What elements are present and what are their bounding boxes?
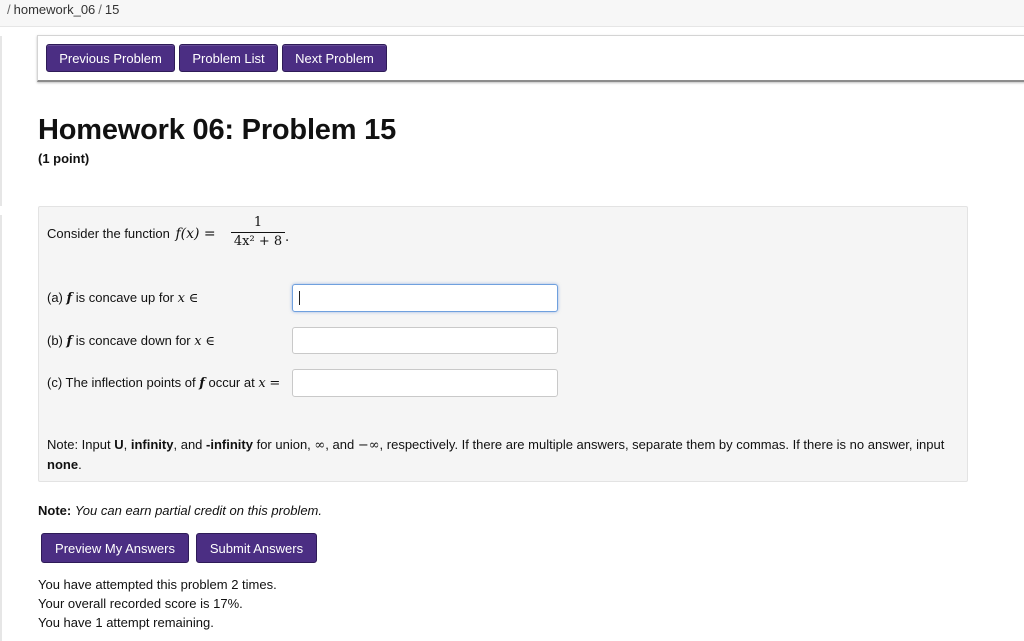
note-end: . [78,457,82,472]
note-and: , and [173,437,203,452]
breadcrumb-separator: / [98,2,102,17]
partial-note-label: Note: [38,503,72,518]
problem-panel [38,206,968,482]
problem-statement [47,226,216,242]
part-c-label [47,375,280,391]
left-divider [0,36,2,206]
breadcrumb-problem: 15 [104,2,120,17]
text-caret [299,291,300,305]
part-c-symbol: = [269,376,281,391]
note-neg-infinity-word: -infinity [206,437,253,452]
left-divider [0,215,2,641]
answer-c-input[interactable] [292,369,558,397]
recorded-score-text: Your overall recorded score is 17%. [38,596,243,611]
fraction-numerator: 1 [253,215,263,230]
part-c-var: x [258,376,266,391]
infinity-symbol: ∞ [314,438,326,453]
note-union-symbol: U [114,437,124,452]
attempts-count-text: You have attempted this problem 2 times. [38,577,277,592]
page-title: Homework 06: Problem 15 [38,114,397,146]
next-problem-button[interactable]: Next Problem [282,44,387,72]
note-rest: , respectively. If there are multiple answers, separate them by commas. If there is no answer, input [379,437,945,452]
part-c-f: f [199,376,205,391]
note-infinity-word: infinity [130,437,174,452]
part-b-symbol: ∈ [205,334,215,349]
part-c-text: occur at [208,375,255,390]
problem-points: (1 point) [38,151,90,166]
breadcrumb-separator: / [7,2,11,17]
note-lead: Note: Input [47,437,111,452]
partial-credit-note [38,503,322,518]
part-c-prefix: (c) The inflection points of [47,375,196,390]
attempts-remaining-text: You have 1 attempt remaining. [38,615,214,630]
previous-problem-button[interactable]: Previous Problem [46,44,175,72]
part-a-prefix: (a) [47,290,63,305]
part-b-prefix: (b) [47,333,63,348]
part-a-symbol: ∈ [188,291,199,306]
note-comma: , [123,437,128,452]
note-mid: for union, [256,437,311,452]
problem-nav-bar [37,35,1024,82]
breadcrumb-set-link[interactable]: homework_06 [13,2,96,17]
part-a-text: is concave up for [75,290,175,305]
fraction-period: . [285,230,290,245]
breadcrumb [0,0,1024,27]
function-fraction [229,215,290,249]
answer-b-input[interactable] [292,327,558,354]
fraction-denominator: 4x² + 8 [233,234,283,249]
partial-note-text: You can earn partial credit on this problem. [74,503,322,518]
function-lhs: f(x) = [175,226,216,242]
part-b-f: f [66,334,73,349]
part-a-var: x [177,291,185,306]
part-b-label [47,333,215,349]
note-and-2: , and [325,437,355,452]
problem-list-button[interactable]: Problem List [179,44,278,72]
breadcrumb-trail [4,2,119,17]
answer-a-input[interactable] [292,284,558,312]
part-a-label [47,290,198,306]
input-instructions-note [47,435,957,474]
neg-infinity-symbol: −∞ [357,438,380,453]
note-none-word: none [47,457,79,472]
part-b-var: x [194,334,202,349]
part-a-f: f [66,291,73,306]
submit-answers-button[interactable]: Submit Answers [196,533,317,563]
problem-intro: Consider the function [47,226,170,241]
part-b-text: is concave down for [75,333,191,348]
fraction-bar [231,232,285,233]
preview-answers-button[interactable]: Preview My Answers [41,533,189,563]
